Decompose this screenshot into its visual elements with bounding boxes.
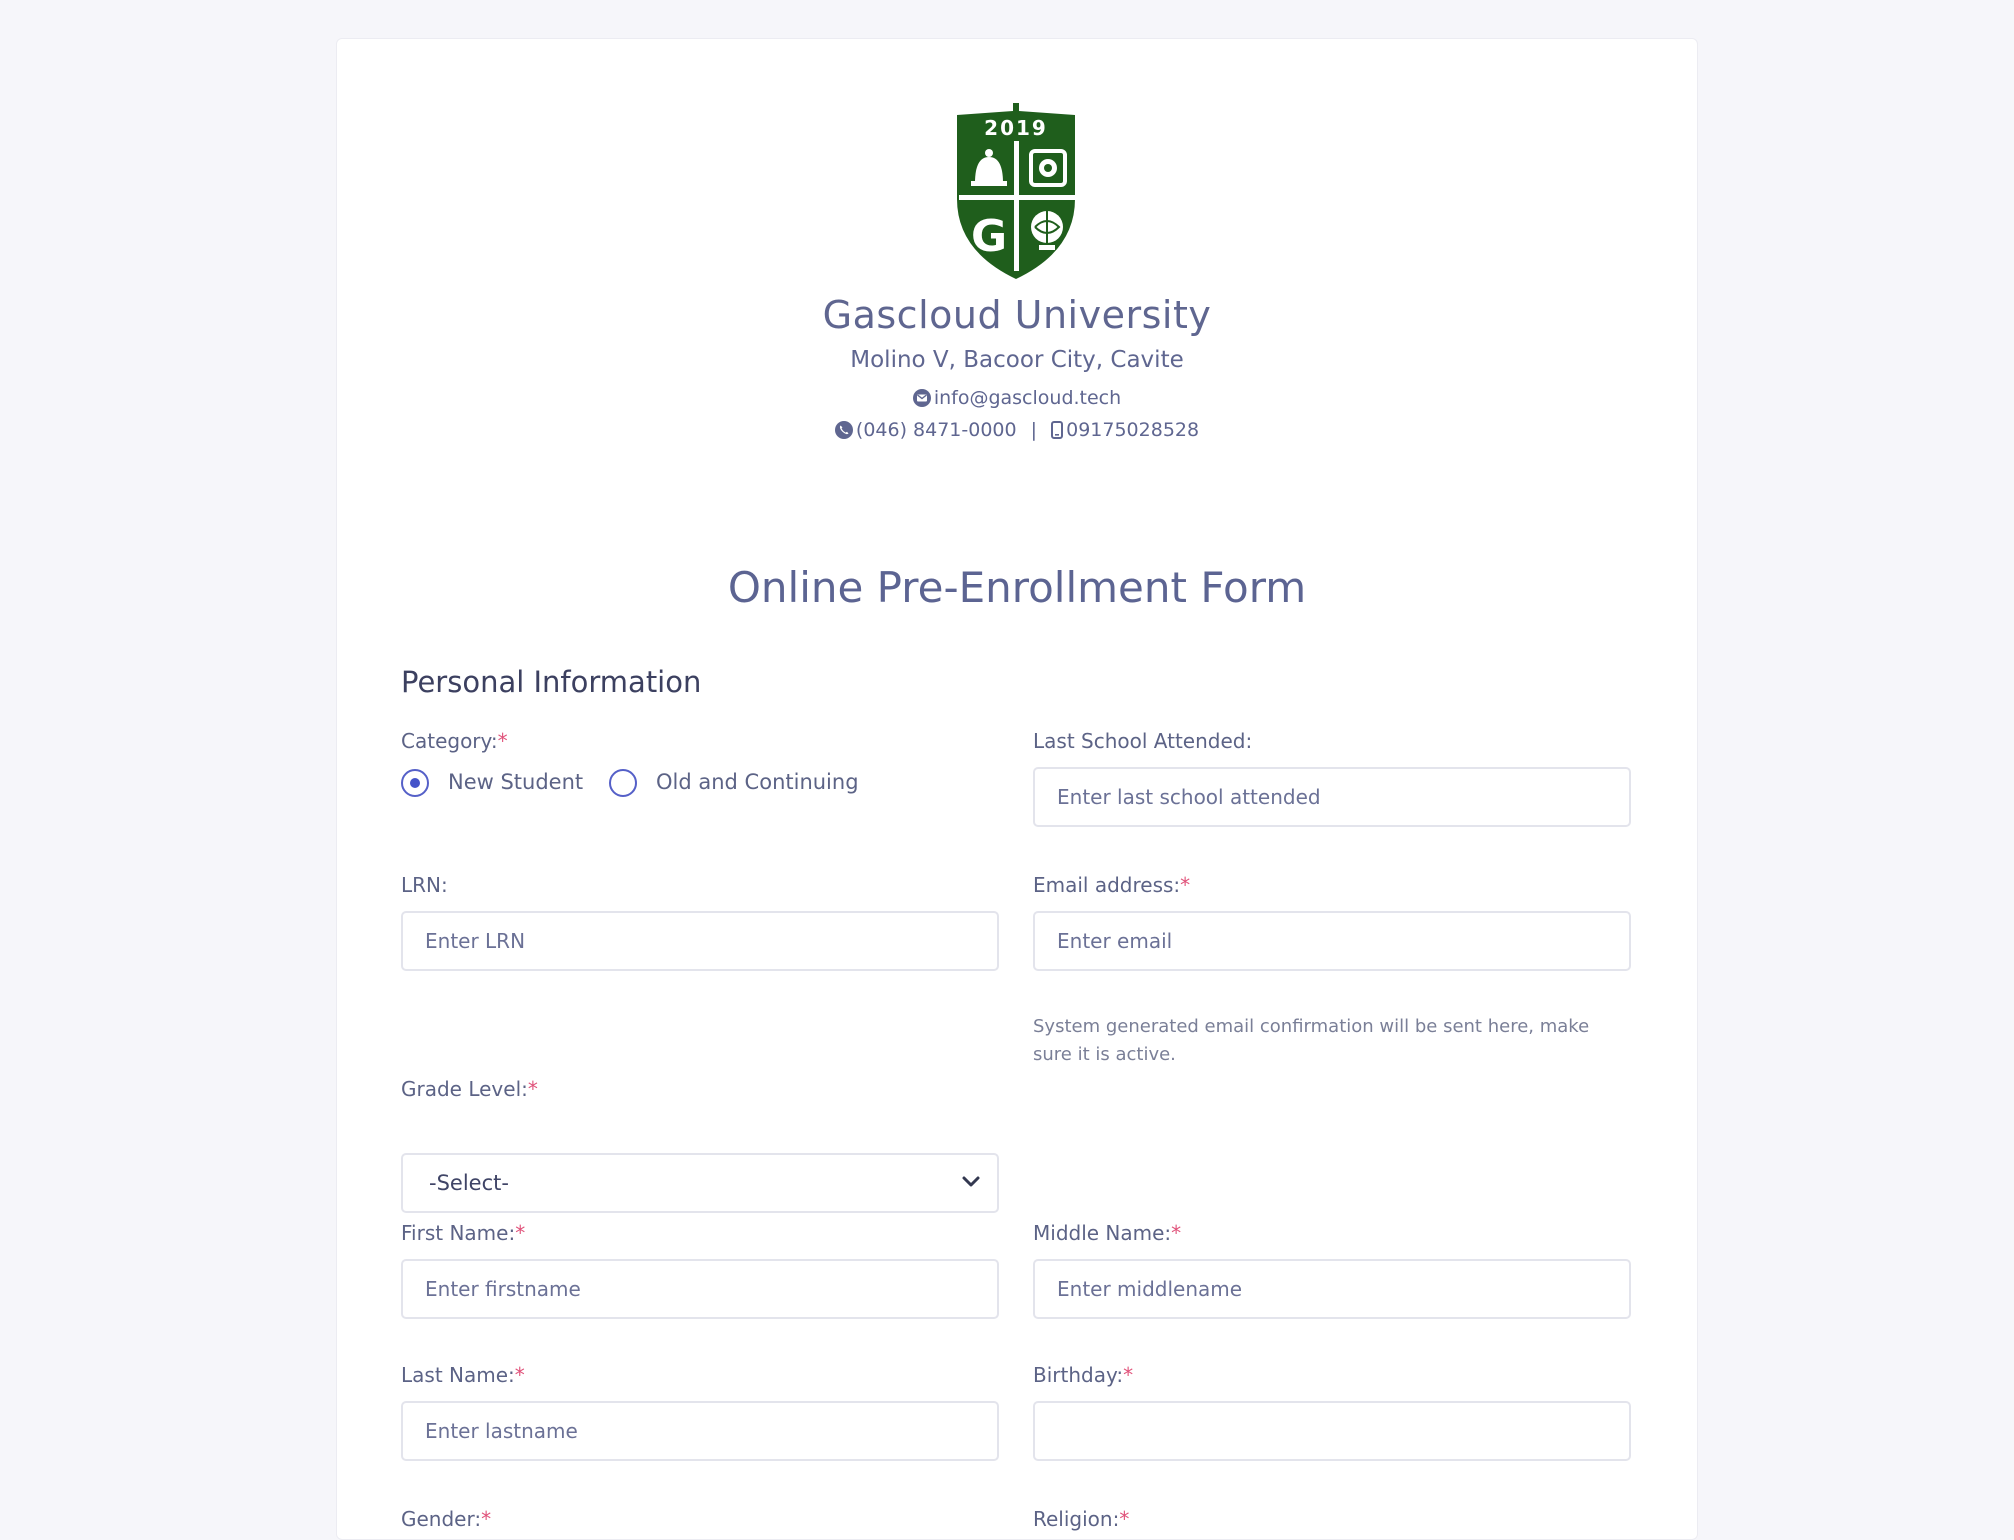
university-address: Molino V, Bacoor City, Cavite [850,347,1184,373]
required-mark: * [527,1077,538,1101]
contact-mobile[interactable]: 09175028528 [1066,419,1200,441]
contact-email[interactable]: info@gascloud.tech [933,387,1122,409]
required-mark: * [1180,873,1191,897]
required-mark: * [1123,1363,1134,1387]
radio-label-old-continuing[interactable]: Old and Continuing [656,770,859,794]
grade-level-selected-value: -Select- [429,1171,509,1195]
gender-label: Gender:* [401,1507,492,1531]
grade-level-select[interactable] [401,1153,999,1213]
mobile-icon [1051,421,1063,439]
first-name-label: First Name:* [401,1221,526,1245]
last-school-label: Last School Attended: [1033,729,1253,753]
university-crest-logo [951,101,1081,281]
required-mark: * [1119,1507,1130,1531]
contact-phone-row [337,419,1697,441]
form-title: Online Pre-Enrollment Form [727,563,1307,612]
last-name-label: Last Name:* [401,1363,525,1387]
required-mark: * [481,1507,492,1531]
lrn-input[interactable] [401,911,999,971]
lrn-label: LRN: [401,873,448,897]
required-mark: * [515,1221,526,1245]
envelope-icon [913,389,931,407]
university-name: Gascloud University [822,293,1212,337]
phone-icon [835,421,853,439]
last-name-input[interactable] [401,1401,999,1461]
radio-label-new-student[interactable]: New Student [448,770,584,794]
contact-phone[interactable]: (046) 8471-0000 [855,419,1017,441]
middle-name-input[interactable] [1033,1259,1631,1319]
required-mark: * [1171,1221,1182,1245]
last-school-input[interactable] [1033,767,1631,827]
middle-name-label: Middle Name:* [1033,1221,1182,1245]
enrollment-card [336,38,1698,1540]
required-mark: * [497,729,508,753]
svg-text:G: G [970,211,1008,262]
email-hint: System generated email confirmation will be sent here, make sure it is active. [1033,1016,1590,1065]
birthday-label: Birthday:* [1033,1363,1134,1387]
radio-old-continuing[interactable] [609,769,637,797]
religion-label: Religion:* [1033,1507,1130,1531]
birthday-input[interactable] [1033,1401,1631,1461]
radio-new-student[interactable] [401,769,429,797]
category-label: Category:* [401,729,508,753]
first-name-input[interactable] [401,1259,999,1319]
required-mark: * [514,1363,525,1387]
chevron-down-icon [961,1175,981,1189]
svg-text:2019: 2019 [984,116,1048,140]
section-title: Personal Information [401,665,702,699]
contact-separator: | [1030,419,1038,441]
email-input[interactable] [1033,911,1631,971]
email-label: Email address:* [1033,873,1191,897]
grade-level-label: Grade Level:* [401,1077,538,1101]
contact-email-row [337,387,1697,409]
